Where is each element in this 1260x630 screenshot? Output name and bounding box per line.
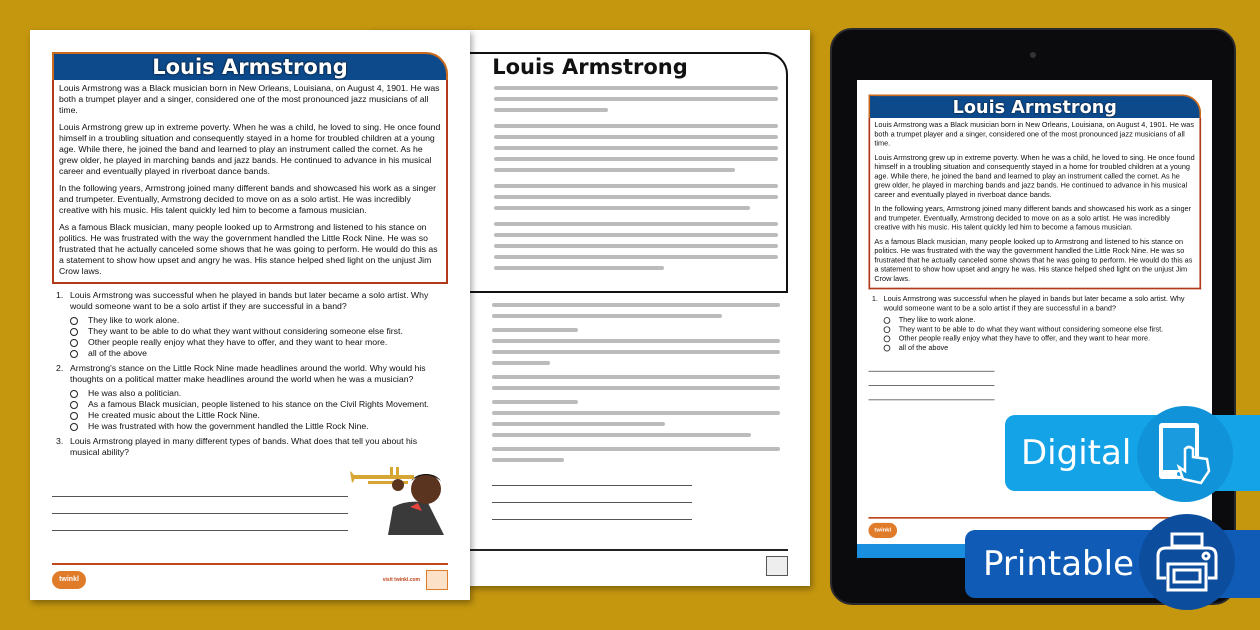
answer-option[interactable]: [70, 337, 448, 348]
question-1: [56, 290, 448, 312]
option-label: He was frustrated with how the government handled the Little Rock Nine.: [88, 421, 369, 431]
answer-option[interactable]: [70, 315, 448, 326]
answer-option[interactable]: [70, 326, 448, 337]
answer-option[interactable]: [884, 334, 1202, 343]
questions: [868, 294, 1201, 355]
answer-line[interactable]: [868, 385, 994, 386]
answer-line[interactable]: [868, 399, 994, 400]
footer: [52, 563, 448, 590]
twinkl-badge: [766, 556, 788, 576]
answer-line[interactable]: [52, 530, 348, 531]
paragraph: As a famous Black musician, many people looked up to Armstrong and listened to his stance on politics. He was frustrated with the way the government handled the Little Rock Nine. He was so frustrated that he actually canceled some shows that he was going to perform. He would do this as a statement to show how upset and angry he was. His stance helped shed light on the unjust Jim Crow laws.: [59, 222, 438, 276]
answer-option[interactable]: [70, 348, 448, 359]
question-number: 1.: [871, 294, 878, 303]
radio-button[interactable]: [884, 317, 891, 324]
radio-button[interactable]: [884, 326, 891, 333]
printer-icon: [1139, 514, 1235, 610]
printable-worksheet-color: [30, 30, 470, 600]
paragraph: Louis Armstrong grew up in extreme poverty. When he was a child, he loved to sing. He once found himself in a troubling situation and consequently stayed in a home for troubled children at a young age. While there, he joined the band and learned to play an instrument called the cornet. As he grew older, he played in marching bands and jazz bands. He continued to advance in his musical career and eventually played in riverboat dance bands.: [59, 122, 441, 176]
option-label: He created music about the Little Rock Nine.: [88, 410, 260, 420]
answer-option[interactable]: [884, 325, 1202, 334]
question-text: Louis Armstrong played in many different types of bands. What does that tell you about his musical ability?: [70, 436, 418, 457]
option-label: They like to work alone.: [88, 315, 180, 325]
paragraph: In the following years, Armstrong joined many different bands and showcased his work as a singer and trumpeter. Eventually, Armstrong decided to move on as a solo artist. He was incredibly creative with his music. His talent quickly led him to become a famous musician.: [59, 183, 436, 215]
option-label: Other people really enjoy what they have to offer, and they want to hear more.: [898, 333, 1151, 343]
radio-button[interactable]: [70, 401, 78, 409]
option-label: all of the above: [898, 343, 949, 352]
question-text: Louis Armstrong was successful when he played in bands but later became a solo artist. Why would someone want to be a solo artist if they are successful in a band?: [883, 294, 1185, 313]
option-label: As a famous Black musician, people listened to his stance on the Civil Rights Movement.: [88, 399, 429, 409]
paragraph: In the following years, Armstrong joined many different bands and showcased his work as a singer and trumpeter. Eventually, Armstrong decided to move on as a solo artist. He was incredibly creative with his music. His talent quickly led him to become a famous musician.: [874, 204, 1192, 232]
answer-line[interactable]: [52, 513, 348, 514]
paragraph: Louis Armstrong grew up in extreme poverty. When he was a child, he loved to sing. He once found himself in a troubling situation and consequently stayed in a home for troubled children at a young age. While there, he joined the band and learned to play an instrument called the cornet. As he grew older, he played in marching bands and jazz bands. He continued to advance in his musical career and eventually played in riverboat dance bands.: [874, 153, 1195, 199]
option-label: They want to be able to do what they want without considering someone else first.: [898, 324, 1164, 334]
answer-option[interactable]: [70, 410, 448, 421]
paragraph: As a famous Black musician, many people looked up to Armstrong and listened to his stance on politics. He was frustrated with the way the government handled the Little Rock Nine. He was so frustrated that he actually canceled some shows that he was going to perform. He would do this as a statement to show how upset and angry he was. His stance helped shed light on the unjust Jim Crow laws.: [874, 237, 1193, 283]
twinkl-logo: twinkl: [868, 523, 897, 538]
question-number: 3.: [56, 436, 64, 446]
printable-badge: Printable: [965, 530, 1260, 598]
worksheet-title: Louis Armstrong: [868, 94, 1201, 118]
answer-area: [868, 357, 1201, 403]
option-label: He was also a politician.: [88, 388, 182, 398]
answer-option[interactable]: [70, 399, 448, 410]
answer-option[interactable]: [884, 315, 1202, 324]
questions: [52, 290, 448, 461]
twinkl-badge: [426, 570, 448, 590]
tablet-touch-icon: [1137, 406, 1233, 502]
answer-area: [52, 463, 448, 535]
question-1: [872, 294, 1201, 312]
question-2: [56, 363, 448, 385]
camera-icon: [1030, 52, 1036, 58]
answer-line[interactable]: [492, 485, 692, 486]
answer-line[interactable]: [868, 371, 994, 372]
question-number: 2.: [56, 363, 64, 373]
footer-url: visit twinkl.com: [382, 577, 420, 583]
radio-button[interactable]: [70, 412, 78, 420]
option-label: all of the above: [88, 348, 147, 358]
paragraph: Louis Armstrong was a Black musician born in New Orleans, Louisiana, on August 4, 1901. He was both a trumpet player and a singer, considered one of the most pronounced jazz musicians of all time.: [874, 120, 1195, 148]
answer-line[interactable]: [52, 496, 348, 497]
answer-line[interactable]: [492, 502, 692, 503]
radio-button[interactable]: [70, 328, 78, 336]
reading-passage: [868, 118, 1201, 289]
answer-line[interactable]: [492, 519, 692, 520]
radio-button[interactable]: [70, 423, 78, 431]
radio-button[interactable]: [70, 350, 78, 358]
reading-passage: [52, 80, 448, 284]
footer-divider: [52, 563, 448, 565]
radio-button[interactable]: [70, 390, 78, 398]
option-label: They like to work alone.: [898, 315, 976, 324]
answer-option[interactable]: [884, 343, 1202, 352]
radio-button[interactable]: [70, 317, 78, 325]
radio-button[interactable]: [884, 344, 891, 351]
radio-button[interactable]: [884, 335, 891, 342]
paragraph: Louis Armstrong was a Black musician born in New Orleans, Louisiana, on August 4, 1901. He was both a trumpet player and a singer, considered one of the most pronounced jazz musicians of all time.: [59, 83, 440, 115]
option-label: Other people really enjoy what they have to offer, and they want to hear more.: [88, 337, 388, 347]
worksheet-title: Louis Armstrong: [52, 52, 448, 80]
radio-button[interactable]: [70, 339, 78, 347]
twinkl-logo: twinkl: [52, 571, 86, 589]
worksheet-title: Louis Armstrong: [392, 52, 788, 80]
answer-option[interactable]: [70, 388, 448, 399]
option-label: They want to be able to do what they want without considering someone else first.: [88, 326, 403, 336]
footer-divider: [868, 517, 1201, 519]
question-text: Armstrong's stance on the Little Rock Nine made headlines around the world. Why would his thoughts on a political matter make headlines around the world when he was a musician?: [70, 363, 426, 384]
trumpet-player-illustration: [348, 463, 448, 535]
answer-option[interactable]: [70, 421, 448, 432]
question-3: [56, 436, 448, 458]
question-number: 1.: [56, 290, 64, 300]
digital-badge: Digital: [1005, 415, 1260, 491]
question-text: Louis Armstrong was successful when he played in bands but later became a solo artist. Why would someone want to be a solo artist if they are successful in a band?: [70, 290, 429, 311]
